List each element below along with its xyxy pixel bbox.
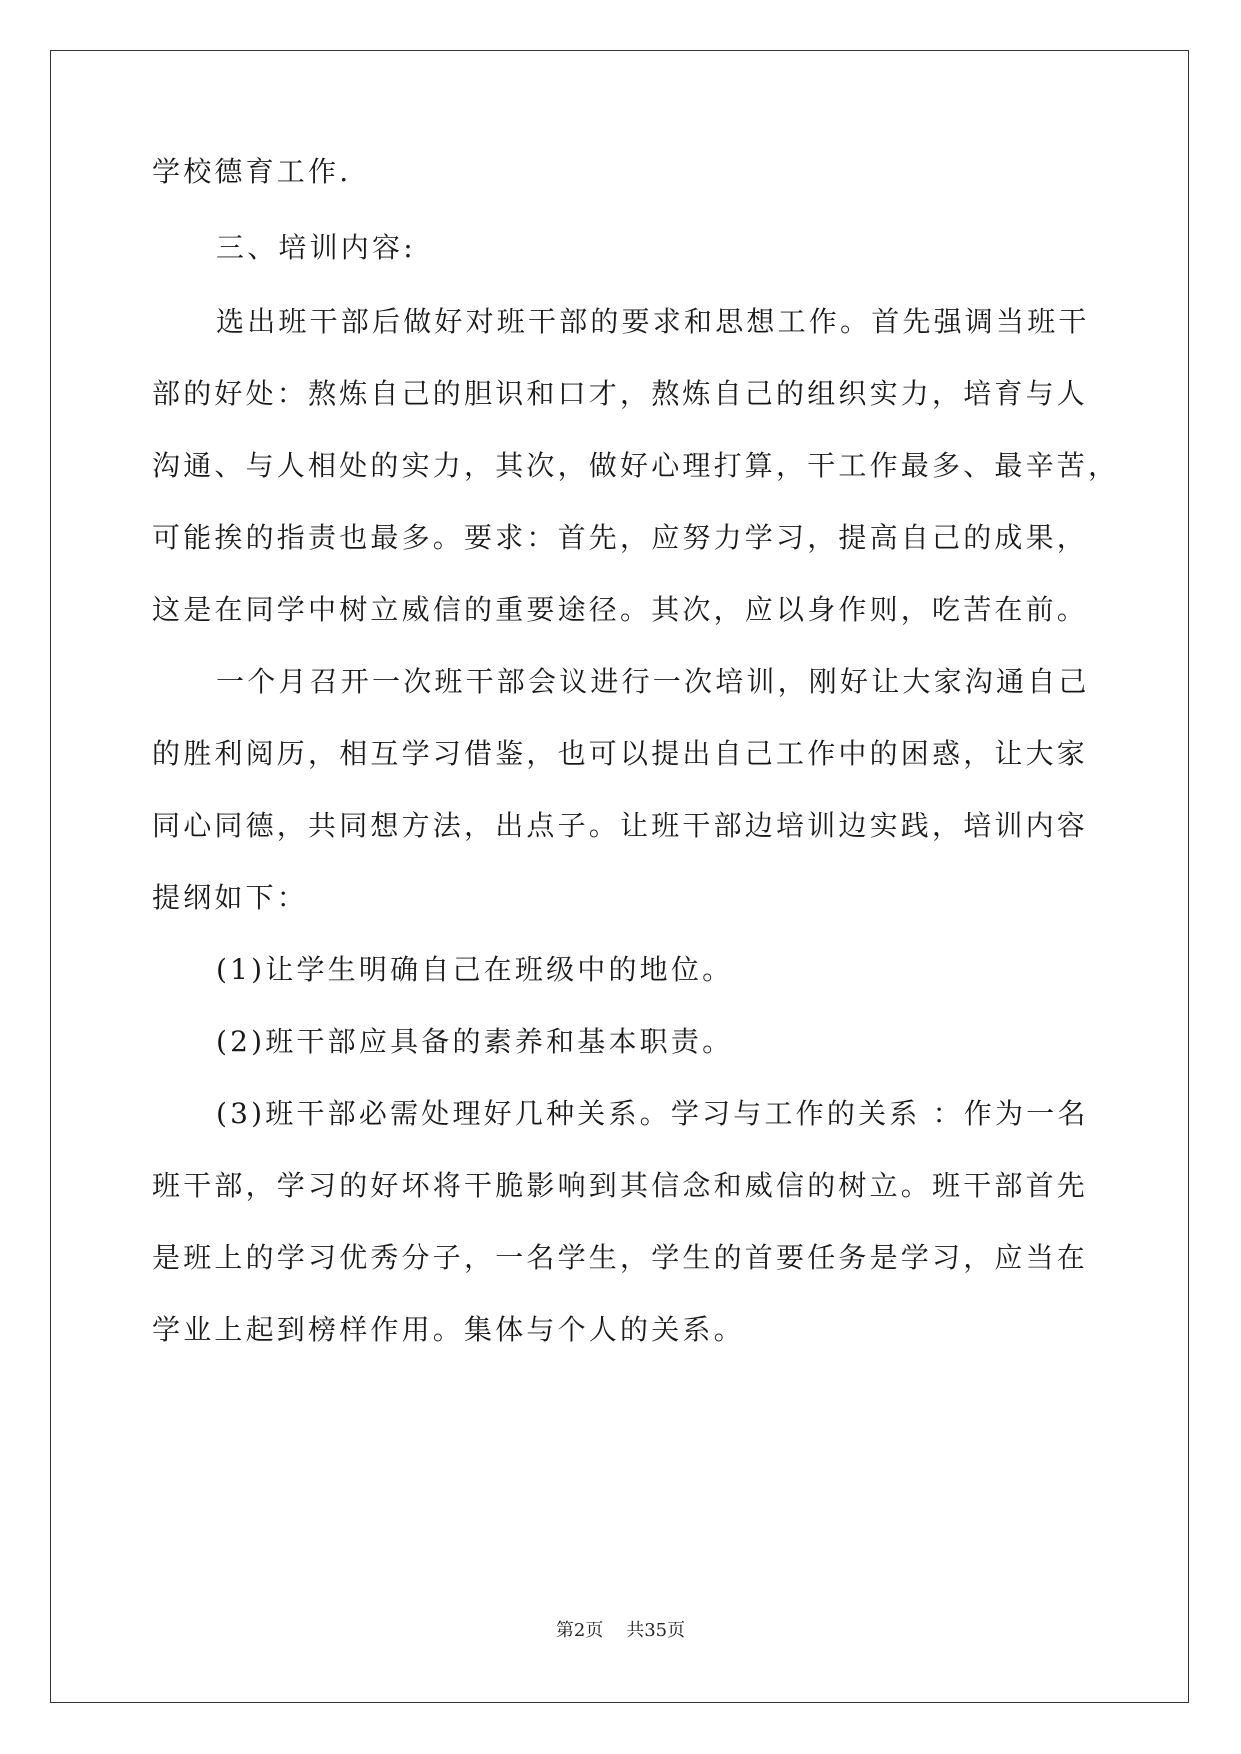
page-border bbox=[50, 50, 1189, 1703]
text-line: 可能挨的指责也最多。要求：首先，应努力学习，提高自己的成果， bbox=[152, 521, 1089, 554]
section-heading: 三、培训内容: bbox=[216, 231, 416, 264]
list-item: (3)班干部必需处理好几种关系。学习与工作的关系 ：作为一名 bbox=[216, 1097, 1089, 1130]
text-line: 部的好处：熬炼自己的胆识和口才，熬炼自己的组织实力，培育与人 bbox=[152, 377, 1089, 410]
page-number-footer: 第2页 共35页 bbox=[555, 1620, 686, 1641]
text-line: 这是在同学中树立威信的重要途径。其次，应以身作则，吃苦在前。 bbox=[152, 593, 1089, 626]
text-line: 班干部，学习的好坏将干脆影响到其信念和威信的树立。班干部首先 bbox=[152, 1169, 1089, 1202]
text-line: 沟通、与人相处的实力，其次，做好心理打算，干工作最多、最辛苦， bbox=[152, 449, 1120, 482]
text-line: 的胜利阅历，相互学习借鉴，也可以提出自己工作中的困惑，让大家 bbox=[152, 737, 1089, 770]
text-line: 学校德育工作. bbox=[152, 155, 352, 188]
text-line: 一个月召开一次班干部会议进行一次培训，刚好让大家沟通自己 bbox=[216, 665, 1090, 698]
list-item: (2)班干部应具备的素养和基本职责。 bbox=[216, 1025, 734, 1058]
text-line: 同心同德，共同想方法，出点子。让班干部边培训边实践，培训内容 bbox=[152, 809, 1089, 842]
text-line: 学业上起到榜样作用。集体与个人的关系。 bbox=[152, 1313, 745, 1346]
text-line: 提纲如下： bbox=[152, 881, 309, 914]
text-line: 选出班干部后做好对班干部的要求和思想工作。首先强调当班干 bbox=[216, 305, 1090, 338]
text-line: 是班上的学习优秀分子，一名学生，学生的首要任务是学习，应当在 bbox=[152, 1241, 1089, 1274]
list-item: (1)让学生明确自己在班级中的地位。 bbox=[216, 953, 734, 986]
